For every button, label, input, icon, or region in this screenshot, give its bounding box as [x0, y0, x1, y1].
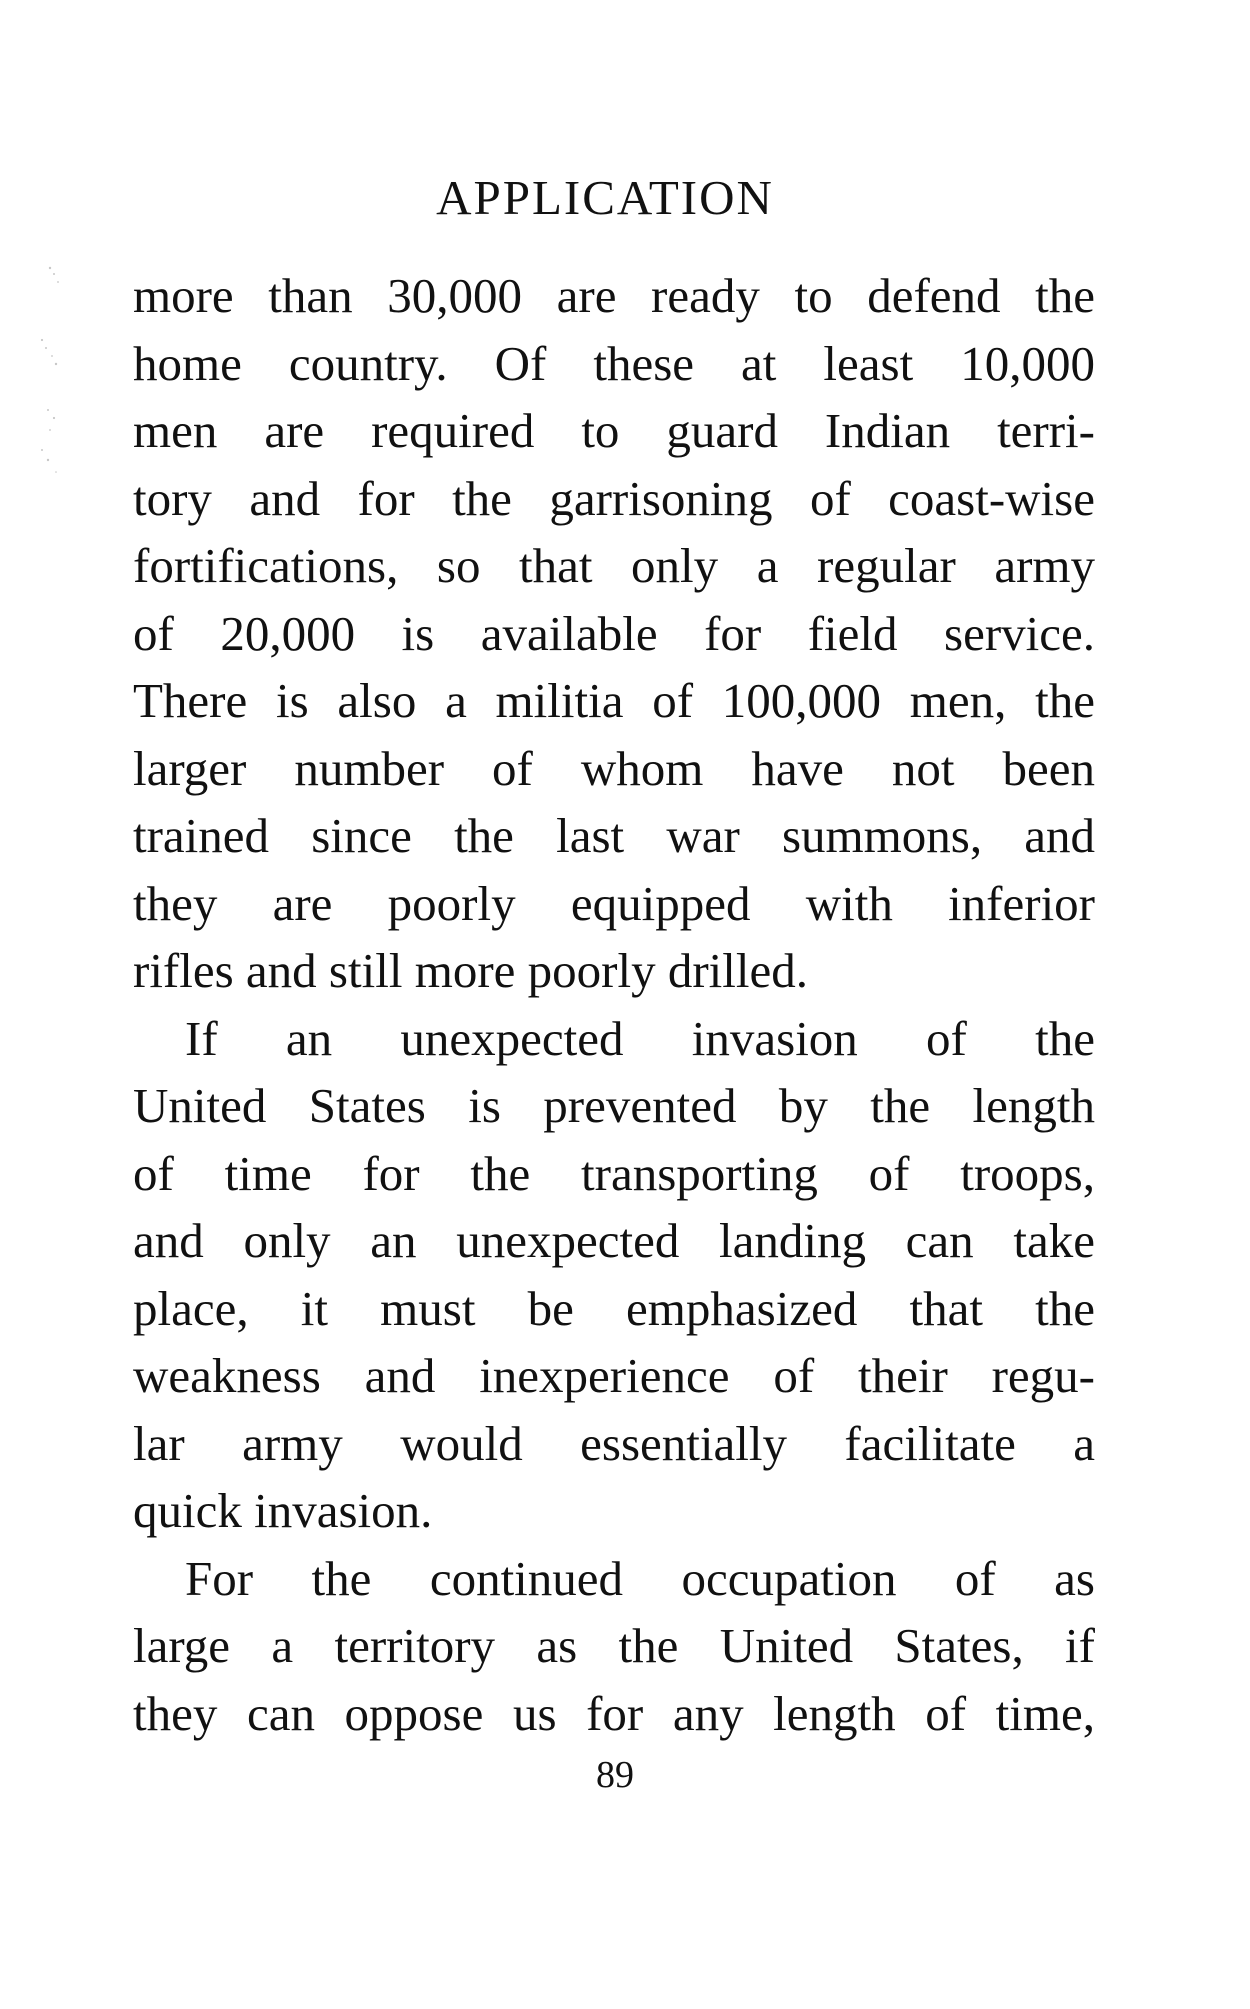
- text-line: they can oppose us for any length of time,: [133, 1685, 1095, 1741]
- text-line: of 20,000 is available for field service.: [133, 605, 1095, 661]
- text-line: For the continued occupation of as: [185, 1550, 1095, 1606]
- text-line: more than 30,000 are ready to defend the: [133, 268, 1095, 323]
- text-line: quick invasion.: [133, 1483, 433, 1538]
- text-line: United States is prevented by the length: [133, 1078, 1095, 1133]
- text-line: and only an unexpected landing can take: [133, 1213, 1095, 1268]
- text-line: lar army would essentially facilitate a: [133, 1415, 1095, 1471]
- page-number: 89: [596, 1754, 634, 1796]
- running-head: APPLICATION: [436, 170, 774, 225]
- paper-specks-decoration: [12, 260, 82, 520]
- text-line: If an unexpected invasion of the: [185, 1010, 1095, 1066]
- text-line: weakness and inexperience of their regu-: [133, 1348, 1095, 1403]
- body-text: [133, 262, 1095, 1747]
- text-line: larger number of whom have not been: [133, 740, 1095, 796]
- text-line: place, it must be emphasized that the: [133, 1280, 1095, 1336]
- text-line: trained since the last war summons, and: [133, 808, 1095, 863]
- text-line: fortifications, so that only a regular army: [133, 538, 1095, 593]
- text-line: of time for the transporting of troops,: [133, 1145, 1095, 1201]
- text-line: they are poorly equipped with inferior: [133, 875, 1095, 931]
- text-line: rifles and still more poorly drilled.: [133, 943, 808, 998]
- text-line: There is also a militia of 100,000 men, the: [133, 673, 1095, 728]
- text-line: men are required to guard Indian terri-: [133, 403, 1095, 458]
- text-line: tory and for the garrisoning of coast-wise: [133, 470, 1095, 526]
- text-line: large a territory as the United States, if: [133, 1618, 1095, 1673]
- text-line: home country. Of these at least 10,000: [133, 335, 1095, 391]
